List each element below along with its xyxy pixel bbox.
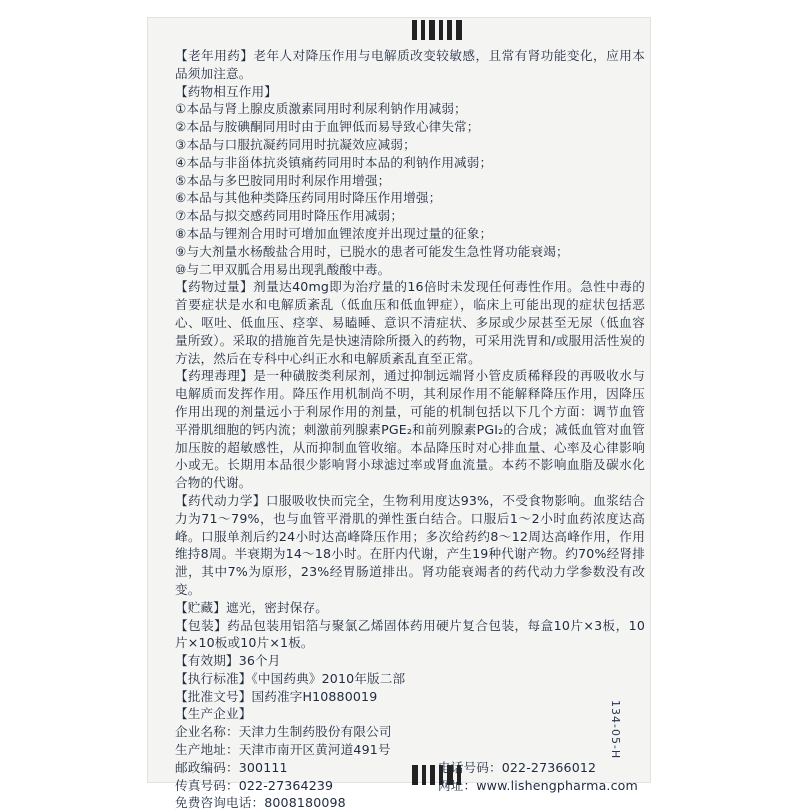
- interaction-item: ⑦本品与拟交感药同用时降压作用减弱；: [175, 208, 404, 224]
- interaction-item: ⑨与大剂量水杨酸盐合用时，已脱水的患者可能发生急性肾功能衰竭；: [175, 243, 569, 259]
- interaction-item: ②本品与胺碘酮同用时由于血钾低而易导致心律失常；: [175, 119, 480, 135]
- section-heading: 【老年用药】: [175, 48, 254, 63]
- section-body: 口服吸收快而完全，生物利用度达93%，不受食物影响。血浆结合力为71～79%，也与血管平滑肌的弹性蛋白结合。口服后1～2小时血药浓度达高峰。口服单剂后约24小时达高峰降压作用；多次给药约8～12周达高峰作用，作用维持8周。半衰期为14～18小时。在肝内代谢，产生19种代谢产物。约70%经肾排泄，其中7%为原形，23%经胃肠道排出。肾功能衰竭者的药代动力学参数没有改变。: [175, 492, 645, 597]
- interaction-item: ①本品与肾上腺皮质激素同用时利尿利钠作用减弱；: [175, 101, 467, 117]
- section-standard: [175, 670, 645, 688]
- section-heading: 【有效期】: [175, 653, 239, 669]
- company-address: [175, 741, 645, 759]
- section-storage: [175, 599, 645, 617]
- field-value: 300111: [238, 759, 288, 775]
- field-value: 天津市南开区黄河道491号: [238, 742, 391, 758]
- field-label: 传真号码：: [175, 777, 239, 793]
- interaction-item: ④本品与非甾体抗炎镇痛药同用时本品的利钠作用减弱；: [175, 154, 493, 170]
- section-body: 老年人对降压作用与电解质改变较敏感，且常有肾功能变化，应用本品须加注意。: [175, 48, 645, 81]
- section-interactions-heading: 【药物相互作用】: [175, 83, 277, 99]
- section-elderly: [175, 47, 645, 83]
- field-label: 电话号码：: [438, 759, 502, 775]
- section-heading: 【药理毒理】: [175, 368, 254, 384]
- interaction-item: ⑥本品与其他种类降压药同用时降压作用增强；: [175, 190, 442, 206]
- field-label: 免费咨询电话：: [175, 795, 265, 811]
- interaction-item: ⑩与二甲双胍合用易出现乳酸酸中毒。: [175, 261, 391, 277]
- section-body: 药品包装用铝箔与聚氯乙烯固体药用硬片复合包装，每盒10片×3板，10片×10板或10片×1板。: [175, 617, 645, 651]
- section-heading: 【贮藏】: [175, 599, 226, 615]
- lot-code: 134-05-H: [609, 700, 622, 760]
- fax-website-row: [175, 777, 645, 795]
- section-heading: 【包装】: [175, 617, 228, 633]
- section-approval: [175, 688, 645, 706]
- section-body: 是一种磺胺类利尿剂，通过抑制远端肾小管皮质稀释段的再吸收水与电解质而发挥作用。降压作用机制尚不明，其利尿作用不能解释降压作用，因降压作用出现的剂量远小于利尿作用的剂量，可能的机制包括以下几个方面：调节血管平滑肌细胞的钙内流；刺激前列腺素PGE₂和前列腺素PGI₂的合成；减低血管对血管加压胺的超敏感性，从而抑制血管收缩。本品降压时对心排血量、心率及心律影响小或无。长期用本品很少影响肾小球滤过率或肾血流量。本药不影响血脂及碳水化合物的代谢。: [175, 368, 645, 491]
- section-pharmacology: [175, 367, 645, 492]
- hotline: [175, 794, 645, 812]
- postcode-phone-row: [175, 759, 645, 777]
- section-body: 剂量达40mg即为治疗量的16倍时未发现任何毒性作用。急性中毒的首要症状是水和电解质紊乱（低血压和低血钾症），临床上可能出现的症状包括恶心、呕吐、低血压、痉挛、易瞌睡、意识不清症状、多尿或少尿甚至无尿（低血容量所致）。采取的措施首先是快速清除所摄入的药物，可采用洗胃和/或服用活性炭的方法，然后在专科中心纠正水和电解质紊乱直至正常。: [175, 279, 645, 366]
- field-value: www.lishengpharma.com: [476, 777, 638, 793]
- section-overdose: [175, 278, 645, 367]
- field-value: 022-27364239: [238, 777, 334, 793]
- company-name: [175, 723, 645, 741]
- section-package: [175, 617, 645, 653]
- section-body: 遮光，密封保存。: [225, 599, 328, 615]
- interaction-item: ③本品与口服抗凝药同用时抗凝效应减弱；: [175, 136, 416, 152]
- section-heading: 【批准文号】: [175, 688, 252, 704]
- interaction-item: ⑤本品与多巴胺同用时利尿作用增强；: [175, 172, 391, 188]
- field-label: 网址：: [438, 777, 477, 793]
- interaction-item: ⑧本品与锂剂合用时可增加血锂浓度并出现过量的征象；: [175, 225, 493, 241]
- field-value: 022-27366012: [501, 759, 597, 775]
- section-body: 《中国药典》2010年版二部: [251, 670, 406, 686]
- section-heading: 【药代动力学】: [175, 492, 266, 508]
- section-body: 国药准字H10880019: [251, 688, 378, 704]
- field-label: 邮政编码：: [175, 759, 239, 775]
- section-body: 36个月: [238, 653, 281, 669]
- section-pharmacokinetics: [175, 492, 645, 599]
- section-validity: [175, 652, 645, 670]
- field-value: 8008180098: [264, 795, 346, 811]
- section-manufacturer-heading: 【生产企业】: [175, 706, 252, 722]
- print-registration-bars-top: [410, 20, 466, 40]
- section-heading: 【药物过量】: [175, 279, 254, 295]
- section-heading: 【执行标准】: [175, 670, 252, 686]
- field-value: 天津力生制药股份有限公司: [238, 724, 392, 740]
- field-label: 企业名称：: [175, 724, 239, 740]
- leaflet-content: [175, 47, 645, 812]
- field-label: 生产地址：: [175, 742, 239, 758]
